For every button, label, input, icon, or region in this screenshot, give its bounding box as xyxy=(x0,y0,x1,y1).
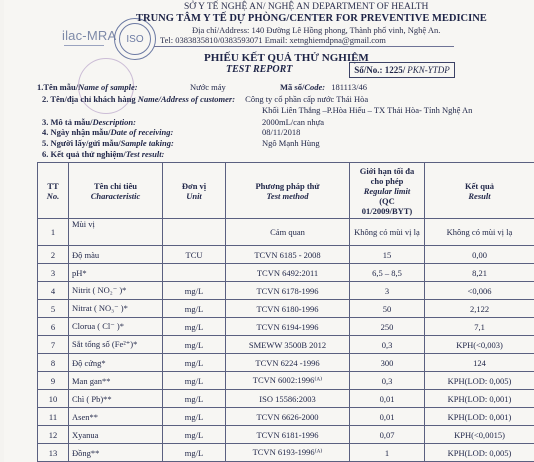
table-row xyxy=(38,246,534,264)
row-method: TCVN 6178-1996 xyxy=(226,282,350,300)
row-unit: mg/L xyxy=(163,372,226,390)
customer-label-en: Name/Address of customer: xyxy=(137,94,236,104)
row-method: ISO 15586:2003 xyxy=(226,390,350,408)
table-row xyxy=(38,444,534,462)
row-method: Cảm quan xyxy=(226,219,350,246)
customer-address: Khối Liên Thắng –P.Hòa Hiếu – TX Thái Hòa- Tỉnh Nghệ An xyxy=(262,105,473,115)
row-limit: 300 xyxy=(350,354,425,372)
row-result: KPH(LOD: 0,005) xyxy=(425,444,534,462)
row-unit xyxy=(163,264,226,282)
row-characteristic: Nitrit ( NO₂⁻ )* xyxy=(69,282,163,300)
row-method: TCVN 6492:2011 xyxy=(226,264,350,282)
sample-taker-row xyxy=(42,138,174,148)
row-characteristic: Clorua ( Cl⁻ )* xyxy=(69,318,163,336)
col-header-characteristic: Tên chỉ tiêu Characteristic xyxy=(69,163,163,219)
row-method: TCVN 6180-1996 xyxy=(226,300,350,318)
table-row xyxy=(38,390,534,408)
row-limit: 0,07 xyxy=(350,426,425,444)
row-method: TCVN 6185 - 2008 xyxy=(226,246,350,264)
row-no: 7 xyxy=(38,336,69,354)
description-row xyxy=(42,117,136,127)
report-number-label: Số/No.: 1225/ xyxy=(354,65,406,75)
row-result: KPH(LOD: 0,001) xyxy=(425,408,534,426)
row-characteristic: Đồng** xyxy=(69,444,163,462)
row-unit: mg/L xyxy=(163,300,226,318)
description-label: 3. Mô tả mẫu/ xyxy=(42,117,93,127)
row-limit: 0,3 xyxy=(350,372,425,390)
row-characteristic: Asen** xyxy=(69,408,163,426)
row-unit: TCU xyxy=(163,246,226,264)
row-characteristic: Xyanua xyxy=(69,426,163,444)
code-value: 181113/46 xyxy=(331,82,367,92)
row-unit: mg/L xyxy=(163,336,226,354)
row-method: TCVN 6193-1996⁽ᴬ⁾ xyxy=(226,444,350,462)
row-unit: mg/L xyxy=(163,318,226,336)
row-unit: mg/L xyxy=(163,426,226,444)
row-no: 3 xyxy=(38,264,69,282)
address-line: Địa chỉ/Address: 140 Đường Lê Hồng phong, Thành phố vinh, Nghệ An. xyxy=(192,25,441,35)
row-result: 8,21 xyxy=(425,264,534,282)
table-row xyxy=(38,264,534,282)
row-unit: mg/L xyxy=(163,444,226,462)
row-result: 124 xyxy=(425,354,534,372)
row-characteristic: Sắt tổng số (Fe²⁺)* xyxy=(69,336,163,354)
table-row xyxy=(38,318,534,336)
row-characteristic: Man gan** xyxy=(69,372,163,390)
row-result: KPH(<0,0015) xyxy=(425,426,534,444)
customer-label: 2. Tên/địa chỉ khách hàng xyxy=(42,94,138,104)
row-method: TCVN 6626-2000 xyxy=(226,408,350,426)
row-method: SMEWW 3500B 2012 xyxy=(226,336,350,354)
receive-date-label: 4. Ngày nhận mẫu/ xyxy=(42,127,111,137)
table-row xyxy=(38,354,534,372)
report-title: PHIẾU KẾT QUẢ THỬ NGHIỆM xyxy=(204,52,369,64)
row-result: 7,1 xyxy=(425,318,534,336)
report-number-suffix: PKN-YTDP xyxy=(407,65,450,75)
description-value: 2000mL/can nhựa xyxy=(262,117,324,127)
ilac-logo-underline xyxy=(64,45,104,60)
row-no: 13 xyxy=(38,444,69,462)
test-result-heading xyxy=(42,149,164,159)
row-unit: mg/L xyxy=(163,282,226,300)
test-report-document xyxy=(4,0,534,462)
row-limit: 0,3 xyxy=(350,336,425,354)
row-result: <0,006 xyxy=(425,282,534,300)
ministry-line: SỞ Y TẾ NGHỆ AN/ NGHỆ AN DEPARTMENT OF HEALTH xyxy=(184,2,429,12)
row-characteristic: Mùi vị xyxy=(69,219,163,246)
row-no: 9 xyxy=(38,372,69,390)
receive-date-label-en: Date of receiving: xyxy=(110,127,174,137)
row-limit: 250 xyxy=(350,318,425,336)
report-subtitle: TEST REPORT xyxy=(226,64,293,75)
sample-taker-label: 5. Người lấy/gửi mẫu/ xyxy=(42,138,121,148)
description-label-en: Description: xyxy=(92,117,136,127)
row-characteristic: pH* xyxy=(69,264,163,282)
row-limit: 0,01 xyxy=(350,408,425,426)
sample-name-value: Nước máy xyxy=(190,82,226,92)
row-unit: mg/L xyxy=(163,390,226,408)
row-limit: 50 xyxy=(350,300,425,318)
row-result: Không có mùi vị lạ xyxy=(425,219,534,246)
center-name: TRUNG TÂM Y TẾ DỰ PHÒNG/CENTER FOR PREVENTIVE MEDICINE xyxy=(136,13,487,24)
code-row xyxy=(280,82,367,92)
row-unit: mg/L xyxy=(163,408,226,426)
table-row xyxy=(38,426,534,444)
iso-seal-icon xyxy=(114,18,156,60)
row-no: 8 xyxy=(38,354,69,372)
row-unit xyxy=(163,219,226,246)
row-result: 2,122 xyxy=(425,300,534,318)
row-result: 0,00 xyxy=(425,246,534,264)
test-result-label-en: Test result: xyxy=(125,149,165,159)
table-row xyxy=(38,282,534,300)
row-no: 2 xyxy=(38,246,69,264)
row-no: 11 xyxy=(38,408,69,426)
row-limit: 6,5 – 8,5 xyxy=(350,264,425,282)
col-header-method: Phương pháp thử Test method xyxy=(226,163,350,219)
row-unit: mg/L xyxy=(163,354,226,372)
results-table xyxy=(37,162,534,462)
row-method: TCVN 6194-1996 xyxy=(226,318,350,336)
receive-date-value: 08/11/2018 xyxy=(262,127,301,137)
row-no: 10 xyxy=(38,390,69,408)
sample-name-row xyxy=(37,82,138,92)
sample-name-label: 1.Tên mẫu/ xyxy=(37,82,79,92)
row-characteristic: Độ màu xyxy=(69,246,163,264)
row-no: 1 xyxy=(38,219,69,246)
header-divider xyxy=(154,46,454,47)
table-header-row xyxy=(38,163,534,219)
row-limit: 3 xyxy=(350,282,425,300)
receive-date-row xyxy=(42,127,173,137)
row-characteristic: Nitrat ( NO₃⁻ )* xyxy=(69,300,163,318)
row-limit: 0,01 xyxy=(350,390,425,408)
col-header-no: TT No. xyxy=(38,163,69,219)
row-result: KPH(LOD: 0,005) xyxy=(425,372,534,390)
row-limit: Không có mùi vị lạ xyxy=(350,219,425,246)
row-no: 6 xyxy=(38,318,69,336)
row-limit: 1 xyxy=(350,444,425,462)
col-header-result: Kết quả Result xyxy=(425,163,534,219)
code-label-en: Code: xyxy=(304,82,326,92)
ilac-mra-logo: ilac-MRA xyxy=(62,28,117,43)
row-method: TCVN 6181-1996 xyxy=(226,426,350,444)
contact-line: Tel: 0383835810/0383593071 Email: xetnghiemdpna@gmail.com xyxy=(160,35,386,45)
row-characteristic: Chì ( Pb)** xyxy=(69,390,163,408)
code-label: Mã số/ xyxy=(280,82,305,92)
table-row xyxy=(38,408,534,426)
table-row xyxy=(38,336,534,354)
row-method: TCVN 6224 -1996 xyxy=(226,354,350,372)
row-result: KPH(LOD: 0,001) xyxy=(425,390,534,408)
row-no: 5 xyxy=(38,300,69,318)
row-result: KPH(<0,003) xyxy=(425,336,534,354)
row-method: TCVN 6002:1996⁽ᴬ⁾ xyxy=(226,372,350,390)
row-limit: 15 xyxy=(350,246,425,264)
test-result-label: 6. Kết quả thử nghiệm/ xyxy=(42,149,126,159)
report-number-box xyxy=(349,62,455,78)
seal-inner-ring: ISO xyxy=(119,23,151,55)
row-characteristic: Độ cứng* xyxy=(69,354,163,372)
sample-name-label-en: Name of sample: xyxy=(78,82,138,92)
table-row xyxy=(38,219,534,246)
customer-row xyxy=(42,94,368,104)
sample-taker-value: Ngô Mạnh Hùng xyxy=(262,138,320,148)
row-no: 4 xyxy=(38,282,69,300)
sample-taker-label-en: Sample taking: xyxy=(120,138,174,148)
col-header-limit: Giới hạn tối đa cho phép Regular limit (QC 01/2009/BYT) xyxy=(350,163,425,219)
row-no: 12 xyxy=(38,426,69,444)
table-row xyxy=(38,300,534,318)
customer-name: Công ty cổ phần cấp nước Thái Hòa xyxy=(245,94,369,104)
table-row xyxy=(38,372,534,390)
col-header-unit: Đơn vị Unit xyxy=(163,163,226,219)
